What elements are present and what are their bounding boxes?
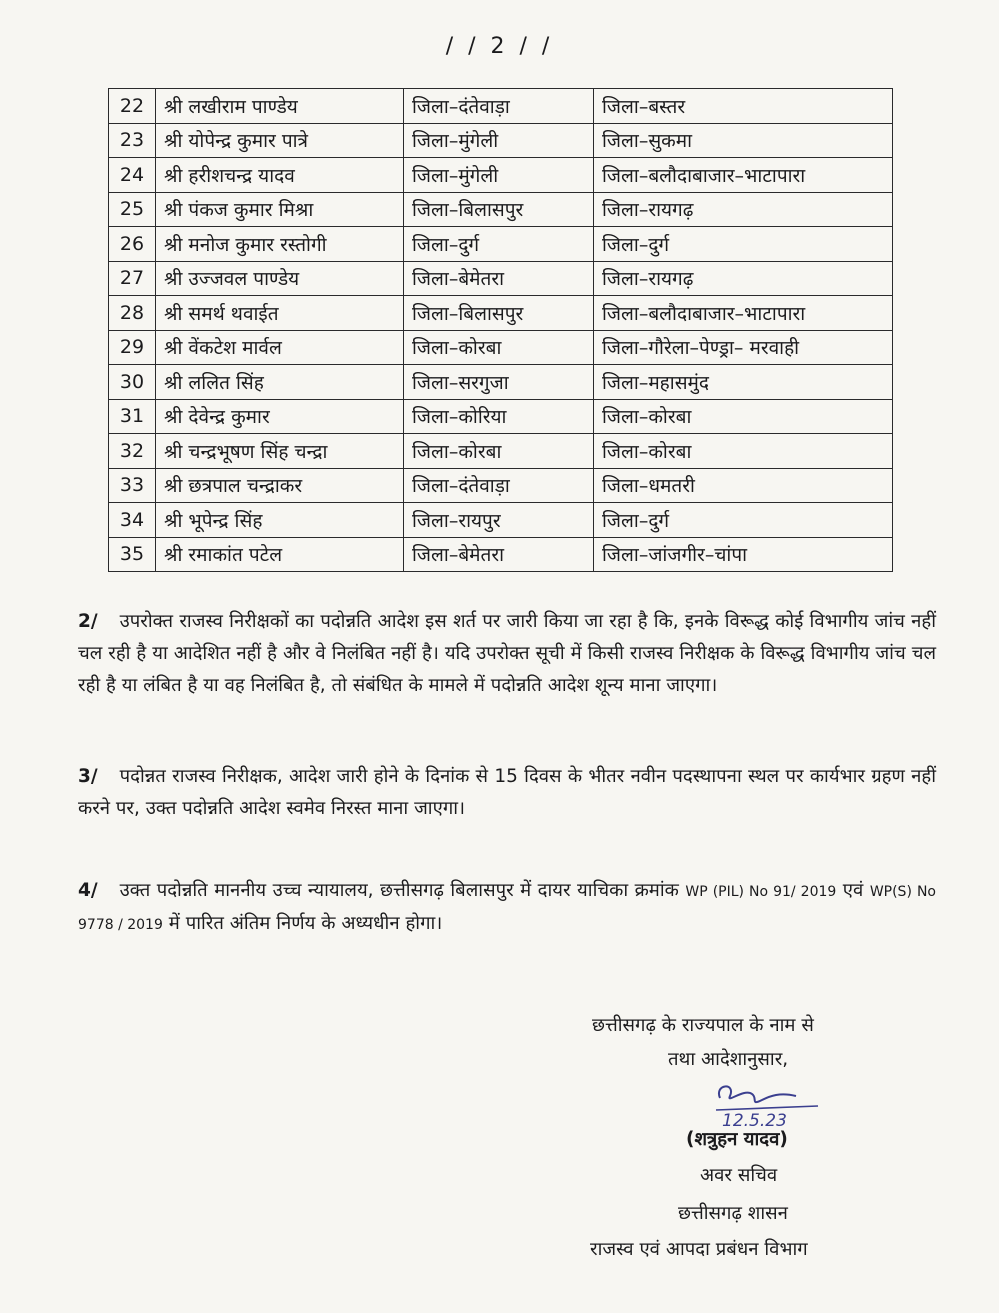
table-row <box>109 365 893 400</box>
table-row <box>109 123 893 158</box>
to-district-cell: जिला–दुर्ग <box>594 503 893 538</box>
promotion-table-container <box>108 88 892 572</box>
paragraph-2-number: 2/ <box>78 611 98 632</box>
officer-name-cell: श्री रमाकांत पटेल <box>156 537 404 572</box>
to-district-cell: जिला–दुर्ग <box>594 227 893 262</box>
from-district-cell: जिला–दुर्ग <box>404 227 594 262</box>
table-row <box>109 503 893 538</box>
paragraph-2-text: उपरोक्त राजस्व निरीक्षकों का पदोन्नति आदेश इस शर्त पर जारी किया जा रहा है कि, इनके विरूद्ध कोई विभागीय जांच नहीं चल रही है या आदेशित नहीं है और वे निलंबित नहीं है। यदि उपरोक्त सूची में किसी राजस्व निरीक्षक के विरूद्ध विभागीय जांच चल रही है या लंबित है या वह निलंबित है, तो संबंधित के मामले में पदोन्नति आदेश शून्य माना जाएगा। <box>78 611 936 696</box>
officer-name-cell: श्री भूपेन्द्र सिंह <box>156 503 404 538</box>
to-district-cell: जिला–बलौदाबाजार–भाटापारा <box>594 296 893 331</box>
officer-name-cell: श्री समर्थ थवाईत <box>156 296 404 331</box>
petition-reference-1: WP (PIL) No 91/ 2019 <box>685 884 837 900</box>
signatory-name: (शत्रुहन यादव) <box>686 1129 788 1150</box>
serial-number-cell: 26 <box>109 227 156 262</box>
signature-scribble-icon <box>700 1076 830 1130</box>
serial-number-cell: 23 <box>109 123 156 158</box>
officer-name-cell: श्री चन्द्रभूषण सिंह चन्द्रा <box>156 434 404 469</box>
serial-number-cell: 31 <box>109 399 156 434</box>
officer-name-cell: श्री मनोज कुमार रस्तोगी <box>156 227 404 262</box>
paragraph-3-number: 3/ <box>78 766 98 787</box>
to-district-cell: जिला–बलौदाबाजार–भाटापारा <box>594 158 893 193</box>
paragraph-2 <box>78 606 936 702</box>
to-district-cell: जिला–कोरबा <box>594 399 893 434</box>
serial-number-cell: 29 <box>109 330 156 365</box>
table-row <box>109 434 893 469</box>
from-district-cell: जिला–कोरबा <box>404 330 594 365</box>
from-district-cell: जिला–रायपुर <box>404 503 594 538</box>
signature-date: 12.5.23 <box>722 1111 787 1130</box>
from-district-cell: जिला–दंतेवाड़ा <box>404 89 594 124</box>
serial-number-cell: 22 <box>109 89 156 124</box>
signatory-designation: अवर सचिव <box>700 1165 778 1186</box>
from-district-cell: जिला–बेमेतरा <box>404 261 594 296</box>
department-name: राजस्व एवं आपदा प्रबंधन विभाग <box>590 1239 808 1260</box>
serial-number-cell: 30 <box>109 365 156 400</box>
table-row <box>109 89 893 124</box>
paragraph-4-text-a: उक्त पदोन्नति माननीय उच्च न्यायालय, छत्तीसगढ़ बिलासपुर में दायर याचिका क्रमांक <box>119 880 679 901</box>
table-row <box>109 192 893 227</box>
paragraph-4 <box>78 875 936 941</box>
promotion-table-body <box>109 89 893 572</box>
signature-line-governor: छत्तीसगढ़ के राज्यपाल के नाम से <box>592 1015 814 1036</box>
paragraph-3-text: पदोन्नत राजस्व निरीक्षक, आदेश जारी होने के दिनांक से 15 दिवस के भीतर नवीन पदस्थापना स्थल पर कार्यभार ग्रहण नहीं करने पर, उक्त पदोन्नति आदेश स्वमेव निरस्त माना जाएगा। <box>78 766 936 819</box>
serial-number-cell: 35 <box>109 537 156 572</box>
table-row <box>109 468 893 503</box>
officer-name-cell: श्री उज्जवल पाण्डेय <box>156 261 404 296</box>
officer-name-cell: श्री देवेन्द्र कुमार <box>156 399 404 434</box>
serial-number-cell: 24 <box>109 158 156 193</box>
page-number: / / 2 / / <box>445 34 554 59</box>
to-district-cell: जिला–जांजगीर–चांपा <box>594 537 893 572</box>
to-district-cell: जिला–बस्तर <box>594 89 893 124</box>
table-row <box>109 261 893 296</box>
table-row <box>109 537 893 572</box>
to-district-cell: जिला–धमतरी <box>594 468 893 503</box>
from-district-cell: जिला–दंतेवाड़ा <box>404 468 594 503</box>
to-district-cell: जिला–रायगढ़ <box>594 192 893 227</box>
to-district-cell: जिला–कोरबा <box>594 434 893 469</box>
to-district-cell: जिला–महासमुंद <box>594 365 893 400</box>
signature-line-order: तथा आदेशानुसार, <box>668 1049 789 1070</box>
from-district-cell: जिला–कोरिया <box>404 399 594 434</box>
officer-name-cell: श्री लखीराम पाण्डेय <box>156 89 404 124</box>
serial-number-cell: 32 <box>109 434 156 469</box>
from-district-cell: जिला–मुंगेली <box>404 158 594 193</box>
officer-name-cell: श्री छत्रपाल चन्द्राकर <box>156 468 404 503</box>
serial-number-cell: 28 <box>109 296 156 331</box>
officer-name-cell: श्री वेंकटेश मार्वल <box>156 330 404 365</box>
table-row <box>109 296 893 331</box>
paragraph-3 <box>78 761 936 825</box>
table-row <box>109 399 893 434</box>
from-district-cell: जिला–सरगुजा <box>404 365 594 400</box>
table-row <box>109 158 893 193</box>
promotion-table <box>108 88 893 572</box>
serial-number-cell: 33 <box>109 468 156 503</box>
from-district-cell: जिला–मुंगेली <box>404 123 594 158</box>
serial-number-cell: 34 <box>109 503 156 538</box>
officer-name-cell: श्री पंकज कुमार मिश्रा <box>156 192 404 227</box>
from-district-cell: जिला–बेमेतरा <box>404 537 594 572</box>
government-name: छत्तीसगढ़ शासन <box>678 1203 788 1224</box>
table-row <box>109 227 893 262</box>
paragraph-4-text-c: में पारित अंतिम निर्णय के अध्यधीन होगा। <box>168 913 443 934</box>
to-district-cell: जिला–सुकमा <box>594 123 893 158</box>
paragraph-4-text-b: एवं <box>842 880 864 901</box>
to-district-cell: जिला–रायगढ़ <box>594 261 893 296</box>
from-district-cell: जिला–कोरबा <box>404 434 594 469</box>
from-district-cell: जिला–बिलासपुर <box>404 192 594 227</box>
table-row <box>109 330 893 365</box>
to-district-cell: जिला–गौरेला–पेण्ड्रा– मरवाही <box>594 330 893 365</box>
serial-number-cell: 25 <box>109 192 156 227</box>
officer-name-cell: श्री योपेन्द्र कुमार पात्रे <box>156 123 404 158</box>
paragraph-4-number: 4/ <box>78 880 98 901</box>
officer-name-cell: श्री हरीशचन्द्र यादव <box>156 158 404 193</box>
serial-number-cell: 27 <box>109 261 156 296</box>
from-district-cell: जिला–बिलासपुर <box>404 296 594 331</box>
officer-name-cell: श्री ललित सिंह <box>156 365 404 400</box>
petition-reference-2: WP(S) No 9778 / 2019 <box>78 884 936 933</box>
